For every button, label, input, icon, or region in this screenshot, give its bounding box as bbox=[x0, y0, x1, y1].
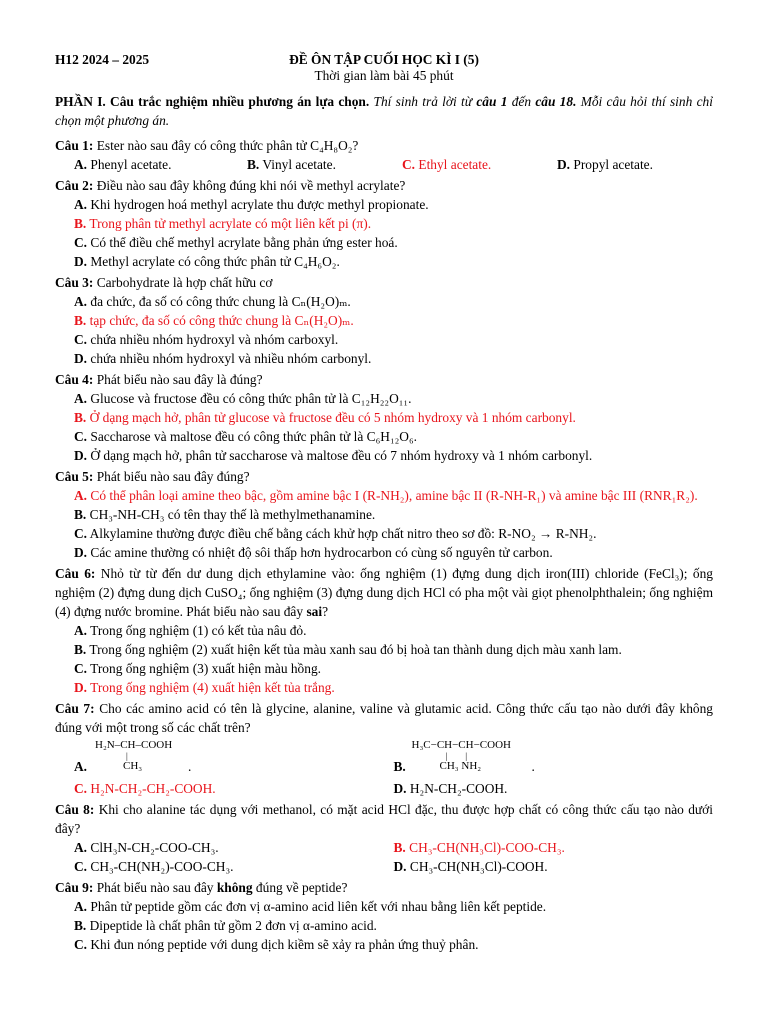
option-b-correct[interactable]: B. CH₃-CH(NH₃Cl)-COO-CH₃. bbox=[393, 840, 565, 855]
option-d-correct[interactable]: D. Trong ống nghiệm (4) xuất hiện kết tủa trắng. bbox=[74, 680, 335, 695]
option-d[interactable]: D. Ở dạng mạch hở, phân tử saccharose và maltose đều có 7 nhóm hydroxy và 1 nhóm carbonyl. bbox=[74, 448, 593, 463]
option-b[interactable]: B. CH₃-NH-CH₃ có tên thay thế là methylmethanamine. bbox=[74, 507, 376, 522]
option-d[interactable]: D. H₂N-CH₂-COOH. bbox=[393, 781, 508, 796]
option-c[interactable]: C. Alkylamine thường được điều chế bằng cách khử hợp chất nitro theo sơ đồ: R-NO₂ → R-NH₂. bbox=[74, 526, 597, 541]
question-text: Cho các amino acid có tên là glycine, alanine, valine và glutamic acid. Công thức cấu tạo nào dưới đây không đúng với một trong số các chất trên? bbox=[55, 701, 713, 735]
question-label: Câu 4: bbox=[55, 372, 94, 387]
part-1-title: PHẦN I. Câu trắc nghiệm nhiều phương án lựa chọn. bbox=[55, 94, 370, 109]
question-label: Câu 7: bbox=[55, 701, 95, 716]
option-b-correct[interactable]: B. tạp chức, đa số có công thức chung là Cₙ(H₂O)ₘ. bbox=[74, 313, 354, 328]
exam-header bbox=[55, 50, 713, 88]
structure-b: H₃C−CH−CH−COOH | | CH₃ NH₂ bbox=[411, 739, 511, 772]
question-label: Câu 1: bbox=[55, 138, 94, 153]
option-b[interactable]: B. Trong ống nghiệm (2) xuất hiện kết tủa màu xanh sau đó bị hoà tan thành dung dịch màu xanh lam. bbox=[74, 642, 622, 657]
question-emphasis: không bbox=[216, 880, 253, 895]
question-7-options-cd bbox=[55, 779, 713, 798]
part-1-instr-b: câu 1 bbox=[476, 94, 508, 109]
option-c[interactable]: C. chứa nhiều nhóm hydroxyl và nhóm carboxyl. bbox=[74, 332, 339, 347]
question-2 bbox=[55, 176, 713, 195]
option-a[interactable]: A. ClH₃N-CH₂-COO-CH₃. bbox=[74, 840, 219, 855]
option-c-correct[interactable]: C. H₂N-CH₂-CH₂-COOH. bbox=[74, 781, 216, 796]
question-label: Câu 5: bbox=[55, 469, 94, 484]
question-text: Phát biểu nào sau đây là đúng? bbox=[96, 372, 263, 387]
header-center bbox=[55, 52, 713, 84]
option-a[interactable]: A. Phân tử peptide gồm các đơn vị α-amino acid liên kết với nhau bằng liên kết peptide. bbox=[74, 899, 547, 914]
option-a[interactable]: A. Khi hydrogen hoá methyl acrylate thu được methyl propionate. bbox=[74, 197, 429, 212]
option-c[interactable]: C. Khi đun nóng peptide với dung dịch kiềm sẽ xảy ra phản ứng thuỷ phân. bbox=[74, 937, 479, 952]
part-1-instr-d: câu 18. bbox=[535, 94, 577, 109]
option-b-correct[interactable]: B. Ở dạng mạch hở, phân tử glucose và fructose đều có 5 nhóm hydroxy và 1 nhóm carbonyl. bbox=[74, 410, 576, 425]
question-8 bbox=[55, 800, 713, 838]
option-a[interactable]: A. Trong ống nghiệm (1) có kết tủa nâu đỏ. bbox=[74, 623, 307, 638]
question-label: Câu 3: bbox=[55, 275, 94, 290]
question-8-options-cd bbox=[55, 857, 713, 876]
option-d[interactable]: D. Methyl acrylate có công thức phân tử C₄H₆O₂. bbox=[74, 254, 340, 269]
question-label: Câu 9: bbox=[55, 880, 94, 895]
question-3 bbox=[55, 273, 713, 292]
option-b-correct[interactable]: B. Trong phân tử methyl acrylate có một liên kết pi (π). bbox=[74, 216, 372, 231]
option-c[interactable]: C. CH₃-CH(NH₂)-COO-CH₃. bbox=[74, 859, 234, 874]
exam-page bbox=[55, 50, 713, 954]
option-d[interactable]: D. Các amine thường có nhiệt độ sôi thấp hơn hydrocarbon có cùng số nguyên tử carbon. bbox=[74, 545, 553, 560]
option-b[interactable]: B. Vinyl acetate. bbox=[247, 157, 336, 172]
option-a[interactable]: A. đa chức, đa số có công thức chung là Cₙ(H₂O)ₘ. bbox=[74, 294, 351, 309]
question-label: Câu 8: bbox=[55, 802, 95, 817]
option-a[interactable]: A. Glucose và fructose đều có công thức phân tử là C₁₂H₂₂O₁₁. bbox=[74, 391, 412, 406]
option-c[interactable]: C. Có thể điều chế methyl acrylate bằng phản ứng ester hoá. bbox=[74, 235, 398, 250]
option-a[interactable]: A. Phenyl acetate. bbox=[74, 157, 172, 172]
question-7-structures bbox=[55, 739, 713, 779]
option-d[interactable]: D. chứa nhiều nhóm hydroxyl và nhiều nhóm carbonyl. bbox=[74, 351, 372, 366]
option-b[interactable]: B. H₃C−CH−CH−COOH | | CH₃ NH₂ . bbox=[393, 739, 535, 774]
question-text: Ester nào sau đây có công thức phân tử C₄H₈O₂? bbox=[96, 138, 359, 153]
structure-a: H₂N–CH–COOH | CH₃ bbox=[95, 739, 173, 772]
option-b[interactable]: B. Dipeptide là chất phân tử gồm 2 đơn vị α-amino acid. bbox=[74, 918, 377, 933]
question-7 bbox=[55, 699, 713, 737]
option-c[interactable]: C. Trong ống nghiệm (3) xuất hiện màu hồng. bbox=[74, 661, 321, 676]
question-9: Câu 9: Phát biểu nào sau đây không đúng về peptide? bbox=[55, 880, 348, 895]
question-1-options bbox=[55, 155, 713, 174]
question-8-options-ab bbox=[55, 838, 713, 857]
question-text: Carbohydrate là hợp chất hữu cơ bbox=[96, 275, 273, 290]
exam-title: ĐỀ ÔN TẬP CUỐI HỌC KÌ I (5) bbox=[289, 52, 479, 67]
option-a-correct[interactable]: A. Có thể phân loại amine theo bậc, gồm amine bậc I (R-NH₂), amine bậc II (R-NH-R₁) và amine bậc III (RNR₁R₂). bbox=[74, 488, 698, 503]
question-text: Nhỏ từ từ đến dư dung dịch ethylamine vào: ống nghiệm (1) đựng dung dịch iron(III) chloride (FeCl₃); ống nghiệm (2) đựng dung dịch CuSO₄; ống nghiệm (3) đựng dung dịch HCl có pha một vài giọt phenolphthalein; ống nghiệm (4) đựng nước bromine. Phát biểu nào sau đây bbox=[55, 566, 713, 619]
question-4 bbox=[55, 370, 713, 389]
question-label: Câu 2: bbox=[55, 178, 94, 193]
option-d[interactable]: D. CH₃-CH(NH₃Cl)-COOH. bbox=[393, 859, 548, 874]
option-c[interactable]: C. Saccharose và maltose đều có công thức phân tử là C₆H₁₂O₆. bbox=[74, 429, 417, 444]
question-text: Điều nào sau đây không đúng khi nói về methyl acrylate? bbox=[96, 178, 406, 193]
exam-time: Thời gian làm bài 45 phút bbox=[314, 68, 454, 83]
option-c-correct[interactable]: C. Ethyl acetate. bbox=[402, 157, 492, 172]
option-a[interactable]: A. H₂N–CH–COOH | CH₃ . bbox=[74, 739, 192, 774]
question-text: Phát biểu nào sau đây bbox=[96, 880, 214, 895]
question-6: Câu 6: Nhỏ từ từ đến dư dung dịch ethylamine vào: ống nghiệm (1) đựng dung dịch iron(III) chloride (FeCl₃); ống nghiệm (2) đựng dung dịch CuSO₄; ống nghiệm (3) đựng dung dịch HCl có pha một vài giọt phenolphthalein; ống nghiệm (4) đựng nước bromine. Phát biểu nào sau đây sai? bbox=[55, 566, 713, 619]
question-text: Phát biểu nào sau đây đúng? bbox=[96, 469, 250, 484]
question-1 bbox=[55, 136, 713, 155]
question-emphasis: sai bbox=[306, 604, 323, 619]
part-1-instr-c: đến bbox=[511, 94, 532, 109]
grade-year: H12 2024 – 2025 bbox=[55, 52, 150, 67]
question-label: Câu 6: bbox=[55, 566, 96, 581]
part-1-heading bbox=[55, 92, 713, 130]
part-1-instr-a: Thí sinh trả lời từ bbox=[373, 94, 473, 109]
question-5 bbox=[55, 467, 713, 486]
question-text: Khi cho alanine tác dụng với methanol, có mặt acid HCl đặc, thu được hợp chất có công thức cấu tạo nào dưới đây? bbox=[55, 802, 713, 836]
option-d[interactable]: D. Propyl acetate. bbox=[557, 157, 653, 172]
part-1-instr-e: Mỗi câu hỏi thí sinh chỉ chọn một phương án. bbox=[55, 94, 713, 128]
